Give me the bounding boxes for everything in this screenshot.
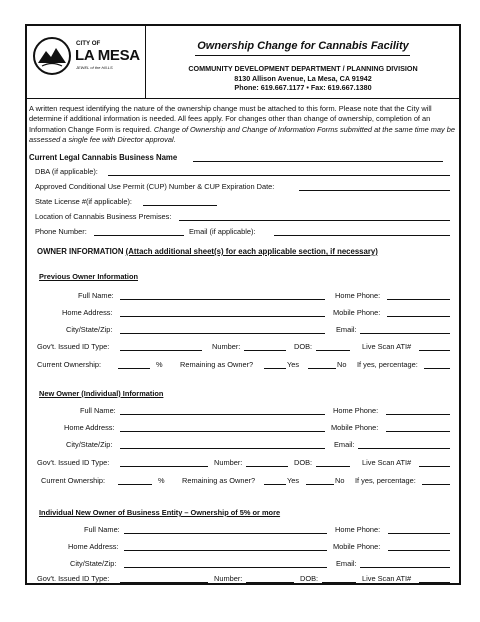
prev-no-field[interactable] xyxy=(308,368,336,369)
intro-italic-note: Change of Ownership and Change of Information Forms submitted at the same time may be assessed a single fee with Director approval. xyxy=(29,124,456,145)
prev-home-address-field[interactable] xyxy=(120,316,325,317)
ind-mobile-phone-field[interactable] xyxy=(386,431,450,432)
ind-ownership-field[interactable] xyxy=(118,484,152,485)
ind-email-field[interactable] xyxy=(358,448,450,449)
business-name-field[interactable] xyxy=(193,161,443,162)
ent-city-label: City/State/Zip: xyxy=(70,559,117,568)
logo-tagline: JEWEL of the HILLS xyxy=(76,65,113,70)
dba-label: DBA (if applicable): xyxy=(35,167,98,176)
owner-info-title: OWNER INFORMATION xyxy=(37,247,124,256)
ent-mobile-phone-field[interactable] xyxy=(388,550,450,551)
ent-email-label: Email: xyxy=(336,559,357,568)
location-label: Location of Cannabis Business Premises: xyxy=(35,212,172,221)
ind-if-yes-field[interactable] xyxy=(422,484,450,485)
section-new-individual: New Owner (Individual) Information xyxy=(39,389,164,398)
prev-no-label: No xyxy=(337,360,347,369)
prev-dob-field[interactable] xyxy=(316,350,350,351)
ent-dob-field[interactable] xyxy=(322,582,356,583)
prev-number-label: Number: xyxy=(212,342,241,351)
ind-home-phone-field[interactable] xyxy=(386,414,450,415)
title-rule xyxy=(195,55,410,56)
ent-number-field[interactable] xyxy=(246,582,294,583)
ind-no-field[interactable] xyxy=(306,484,334,485)
cup-label: Approved Conditional Use Permit (CUP) Number & CUP Expiration Date: xyxy=(35,182,275,191)
ent-city-field[interactable] xyxy=(124,567,327,568)
ent-home-address-label: Home Address: xyxy=(68,542,119,551)
ind-number-field[interactable] xyxy=(246,466,288,467)
prev-email-label: Email: xyxy=(336,325,357,334)
section-previous-owner: Previous Owner Information xyxy=(39,272,138,281)
prev-live-scan-field[interactable] xyxy=(419,350,450,351)
prev-ownership-label: Current Ownership: xyxy=(37,360,102,369)
ind-live-scan-field[interactable] xyxy=(419,466,450,467)
ind-percent-sign: % xyxy=(158,476,165,485)
logo-city-of: CITY OF xyxy=(76,40,101,47)
prev-home-address-label: Home Address: xyxy=(62,308,113,317)
ent-full-name-label: Full Name: xyxy=(84,525,120,534)
prev-percent-sign: % xyxy=(156,360,163,369)
prev-ownership-field[interactable] xyxy=(118,368,150,369)
ind-no-label: No xyxy=(335,476,345,485)
prev-city-label: City/State/Zip: xyxy=(66,325,113,334)
prev-gov-id-field[interactable] xyxy=(120,350,202,351)
cup-field[interactable] xyxy=(299,190,450,191)
ind-home-address-field[interactable] xyxy=(120,431,325,432)
location-field[interactable] xyxy=(179,220,450,221)
business-email-field[interactable] xyxy=(274,235,450,236)
form-title: Ownership Change for Cannabis Facility xyxy=(197,40,409,52)
state-license-field[interactable] xyxy=(143,205,217,206)
ind-gov-id-label: Gov't. Issued ID Type: xyxy=(37,458,110,467)
header-divider-horizontal xyxy=(25,98,461,99)
ent-full-name-field[interactable] xyxy=(124,533,327,534)
ind-gov-id-field[interactable] xyxy=(120,466,208,467)
business-email-label: Email (if applicable): xyxy=(189,227,256,236)
state-license-label: State License #(if applicable): xyxy=(35,197,132,206)
ent-mobile-phone-label: Mobile Phone: xyxy=(333,542,381,551)
ent-home-address-field[interactable] xyxy=(124,550,327,551)
section-new-entity: Individual New Owner of Business Entity – Ownership of 5% or more xyxy=(39,508,281,517)
prev-remaining-label: Remaining as Owner? xyxy=(180,360,254,369)
prev-yes-field[interactable] xyxy=(264,368,286,369)
ind-if-yes-label: If yes, percentage: xyxy=(355,476,416,485)
prev-mobile-phone-field[interactable] xyxy=(387,316,450,317)
ent-gov-id-field[interactable] xyxy=(120,582,208,583)
prev-home-phone-label: Home Phone: xyxy=(335,291,381,300)
ind-email-label: Email: xyxy=(334,440,355,449)
city-seal-icon xyxy=(32,36,72,76)
ind-ownership-label: Current Ownership: xyxy=(41,476,106,485)
ind-full-name-label: Full Name: xyxy=(80,406,116,415)
prev-city-field[interactable] xyxy=(120,333,325,334)
ind-number-label: Number: xyxy=(214,458,243,467)
intro-text: A written request identifying the nature of the ownership change must be attached to this form. Please note that the City will determine if additional information is needed. All fees apply. For changes other than change of ownership, completion of an Information Change Form is required. xyxy=(29,104,432,134)
ind-remaining-label: Remaining as Owner? xyxy=(182,476,256,485)
ind-mobile-phone-label: Mobile Phone: xyxy=(331,423,379,432)
ent-home-phone-field[interactable] xyxy=(388,533,450,534)
city-logo xyxy=(30,34,142,78)
business-phone-field[interactable] xyxy=(94,235,184,236)
owner-info-heading xyxy=(37,247,378,256)
ind-live-scan-label: Live Scan ATI# xyxy=(362,458,412,467)
intro-paragraph xyxy=(29,104,459,146)
prev-dob-label: DOB: xyxy=(294,342,313,351)
ind-city-label: City/State/Zip: xyxy=(66,440,113,449)
department-address: 8130 Allison Avenue, La Mesa, CA 91942 xyxy=(234,74,372,83)
ind-dob-label: DOB: xyxy=(294,458,313,467)
ent-home-phone-label: Home Phone: xyxy=(335,525,381,534)
prev-yes-label: Yes xyxy=(287,360,300,369)
owner-info-note: (Attach additional sheet(s) for each applicable section, if necessary) xyxy=(125,247,378,256)
ind-city-field[interactable] xyxy=(120,448,325,449)
ent-email-field[interactable] xyxy=(360,567,450,568)
business-phone-label: Phone Number: xyxy=(35,227,87,236)
prev-number-field[interactable] xyxy=(244,350,286,351)
logo-name: LA MESA xyxy=(75,47,140,64)
prev-mobile-phone-label: Mobile Phone: xyxy=(333,308,381,317)
ind-home-phone-label: Home Phone: xyxy=(333,406,379,415)
prev-full-name-label: Full Name: xyxy=(78,291,114,300)
ent-gov-id-label: Gov't. Issued ID Type: xyxy=(37,574,110,583)
ent-live-scan-label: Live Scan ATI# xyxy=(362,574,412,583)
ind-yes-field[interactable] xyxy=(264,484,286,485)
prev-full-name-field[interactable] xyxy=(120,299,325,300)
prev-email-field[interactable] xyxy=(360,333,450,334)
prev-gov-id-label: Gov't. Issued ID Type: xyxy=(37,342,110,351)
business-name-label: Current Legal Cannabis Business Name xyxy=(29,153,178,162)
prev-if-yes-label: If yes, percentage: xyxy=(357,360,418,369)
ind-full-name-field[interactable] xyxy=(120,414,325,415)
ind-yes-label: Yes xyxy=(287,476,300,485)
department-phone: Phone: 619.667.1177 • Fax: 619.667.1380 xyxy=(234,83,372,92)
ind-dob-field[interactable] xyxy=(316,466,350,467)
ent-number-label: Number: xyxy=(214,574,243,583)
dba-field[interactable] xyxy=(108,175,450,176)
prev-home-phone-field[interactable] xyxy=(387,299,450,300)
prev-if-yes-field[interactable] xyxy=(424,368,450,369)
department-name: COMMUNITY DEVELOPMENT DEPARTMENT / PLANNING DIVISION xyxy=(188,64,418,73)
ind-home-address-label: Home Address: xyxy=(64,423,115,432)
prev-live-scan-label: Live Scan ATI# xyxy=(362,342,412,351)
ent-live-scan-field[interactable] xyxy=(419,582,450,583)
ent-dob-label: DOB: xyxy=(300,574,319,583)
